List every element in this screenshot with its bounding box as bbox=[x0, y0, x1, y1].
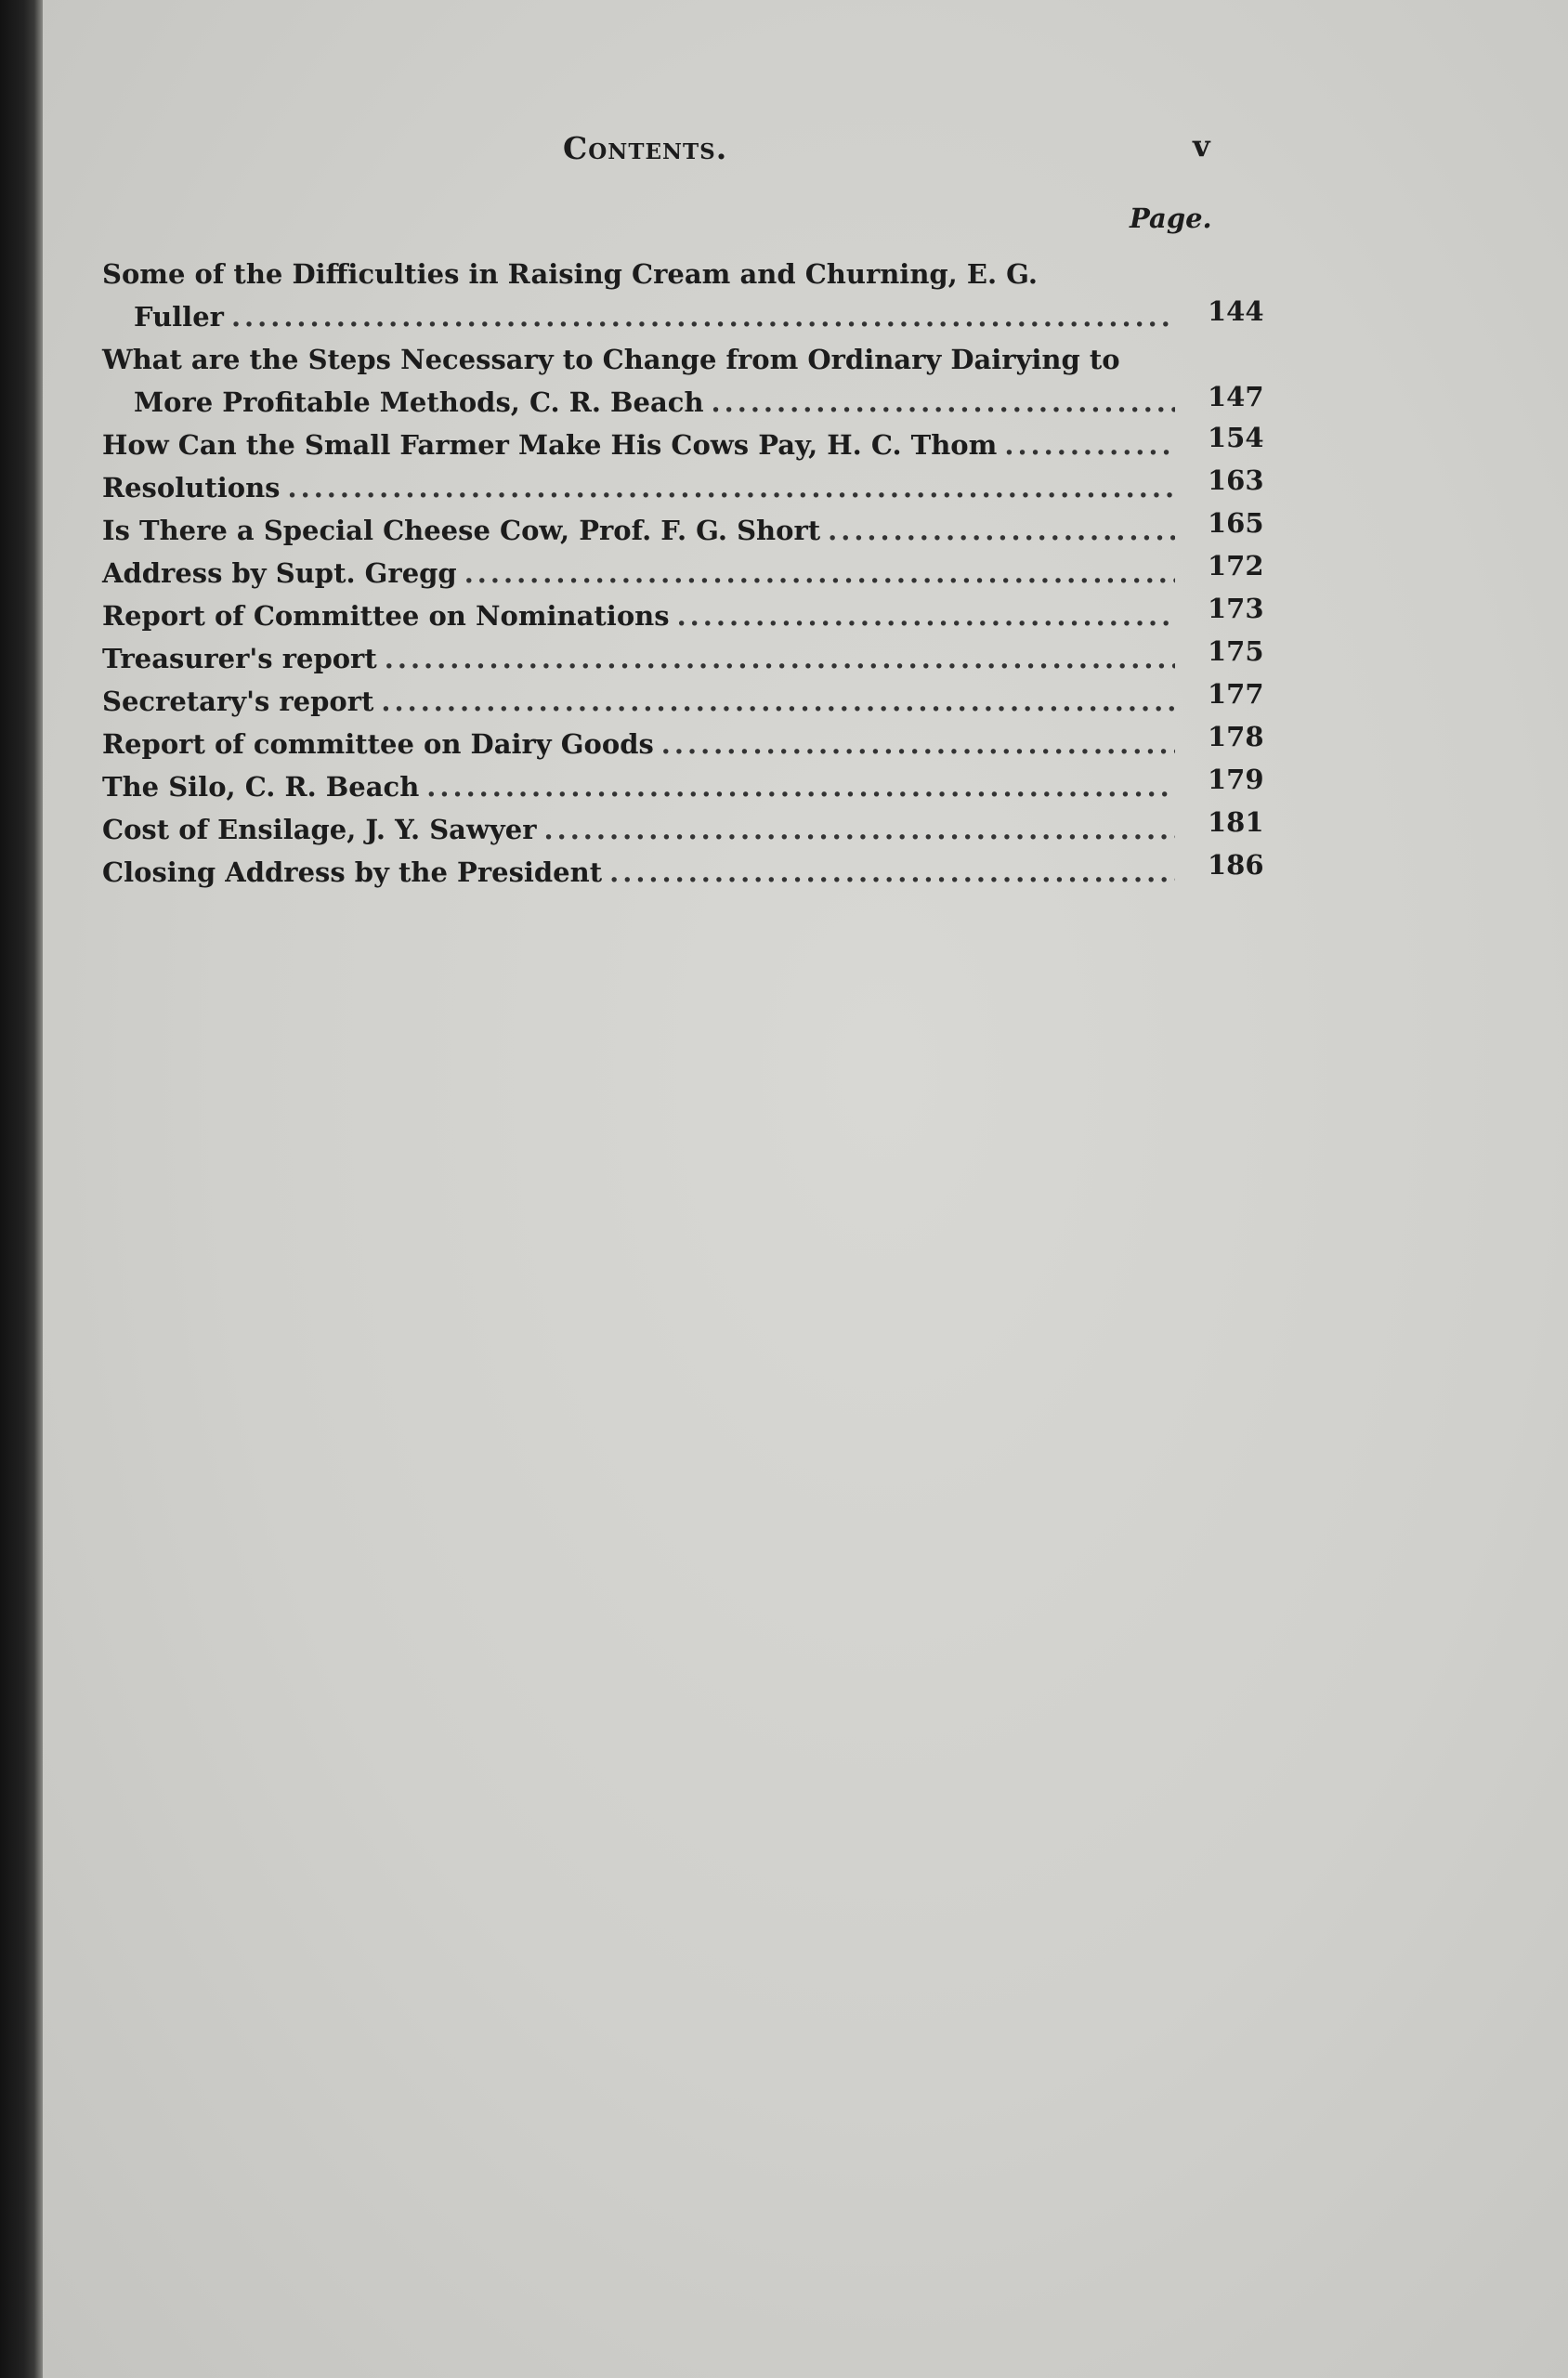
toc-entry-page-number: 154 bbox=[1208, 422, 1264, 453]
dot-leader bbox=[231, 295, 1175, 338]
toc-entry-page-number: 144 bbox=[1208, 295, 1264, 327]
toc-entry-title: What are the Steps Necessary to Change from Ordinary Dairying to bbox=[102, 344, 1120, 375]
toc-entry-title: Treasurer's report bbox=[102, 643, 377, 674]
toc-entry-title: Secretary's report bbox=[102, 686, 374, 717]
toc-entry-line bbox=[102, 552, 1175, 594]
toc-entry bbox=[102, 851, 1263, 894]
toc-entry-line bbox=[102, 509, 1175, 552]
toc-entry-title: Address by Supt. Gregg bbox=[102, 557, 457, 589]
dot-leader bbox=[426, 765, 1175, 808]
toc-entry-page-number: 147 bbox=[1208, 381, 1264, 412]
toc-entry-page-number: 179 bbox=[1208, 764, 1264, 795]
book-binding-edge bbox=[0, 0, 43, 2378]
toc-entry-title: Some of the Difficulties in Raising Cream and Churning, E. G. bbox=[102, 258, 1038, 290]
toc-entry-page-number: 173 bbox=[1208, 593, 1264, 624]
toc-entry-title: Resolutions bbox=[102, 472, 281, 503]
toc-entry-title: The Silo, C. R. Beach bbox=[102, 771, 420, 803]
toc-entry bbox=[102, 594, 1263, 637]
toc-entry-page-number: 181 bbox=[1208, 806, 1264, 838]
toc-entry bbox=[102, 466, 1263, 509]
dot-leader bbox=[1004, 424, 1175, 466]
table-of-contents bbox=[102, 253, 1263, 894]
toc-entry-title: Cost of Ensilage, J. Y. Sawyer bbox=[102, 814, 537, 845]
dot-leader bbox=[288, 466, 1176, 509]
toc-entry-page-number: 165 bbox=[1208, 507, 1264, 539]
running-title: Contents. bbox=[563, 130, 728, 166]
dot-leader bbox=[464, 552, 1175, 594]
toc-entry-line bbox=[102, 381, 1175, 424]
toc-entry-line bbox=[102, 466, 1175, 509]
page-column-label: Page. bbox=[1130, 203, 1212, 234]
toc-entry bbox=[102, 253, 1263, 338]
toc-entry-title: Report of committee on Dairy Goods bbox=[102, 728, 654, 760]
toc-entry bbox=[102, 680, 1263, 723]
page-header bbox=[43, 121, 1568, 176]
toc-entry bbox=[102, 808, 1263, 851]
dot-leader bbox=[677, 594, 1175, 637]
toc-entry-line bbox=[102, 765, 1175, 808]
toc-entry bbox=[102, 637, 1263, 680]
toc-entry-page-number: 172 bbox=[1208, 550, 1264, 581]
toc-entry-page-number: 178 bbox=[1208, 721, 1264, 752]
toc-entry-title: How Can the Small Farmer Make His Cows Pay, H. C. Thom bbox=[102, 429, 998, 461]
toc-entry-line bbox=[102, 637, 1175, 680]
toc-entry bbox=[102, 765, 1263, 808]
toc-entry-line bbox=[102, 594, 1175, 637]
toc-entry-line bbox=[102, 680, 1175, 723]
toc-entry-title: Fuller bbox=[134, 301, 224, 333]
toc-entry-line bbox=[102, 295, 1175, 338]
toc-entry bbox=[102, 723, 1263, 765]
dot-leader bbox=[712, 381, 1175, 424]
dot-leader bbox=[828, 509, 1175, 552]
toc-entry-page-number: 163 bbox=[1208, 464, 1264, 496]
toc-entry bbox=[102, 552, 1263, 594]
document-page bbox=[43, 0, 1568, 2378]
toc-entry bbox=[102, 338, 1263, 424]
page-folio: v bbox=[1193, 128, 1210, 163]
toc-entry-page-number: 175 bbox=[1208, 635, 1264, 667]
dot-leader bbox=[544, 808, 1175, 851]
toc-entry-line bbox=[102, 723, 1175, 765]
toc-entry-page-number: 177 bbox=[1208, 678, 1264, 710]
toc-entry-line bbox=[102, 253, 1175, 295]
dot-leader bbox=[609, 851, 1175, 894]
dot-leader bbox=[661, 723, 1175, 765]
toc-entry-title: Report of Committee on Nominations bbox=[102, 600, 670, 632]
dot-leader bbox=[381, 680, 1175, 723]
dot-leader bbox=[385, 637, 1175, 680]
toc-entry-line bbox=[102, 338, 1175, 381]
toc-entry-title: Closing Address by the President bbox=[102, 856, 603, 888]
toc-entry bbox=[102, 509, 1263, 552]
toc-entry-page-number: 186 bbox=[1208, 849, 1264, 881]
toc-entry-title: More Profitable Methods, C. R. Beach bbox=[134, 386, 704, 418]
toc-entry bbox=[102, 424, 1263, 466]
toc-entry-line bbox=[102, 424, 1175, 466]
toc-entry-line bbox=[102, 808, 1175, 851]
toc-entry-title: Is There a Special Cheese Cow, Prof. F. G. Short bbox=[102, 515, 821, 546]
toc-entry-line bbox=[102, 851, 1175, 894]
